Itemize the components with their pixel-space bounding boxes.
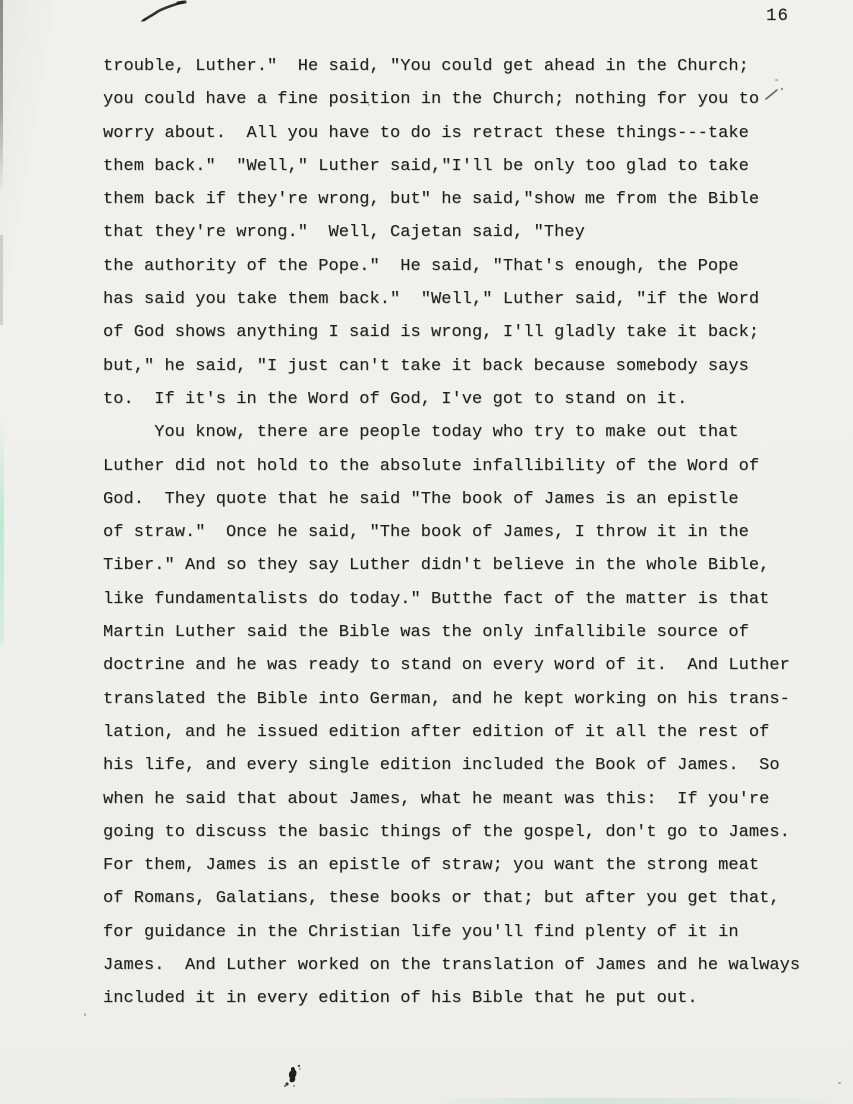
scan-speck <box>368 104 370 106</box>
text-line: For them, James is an epistle of straw; you want the strong meat <box>103 856 760 876</box>
text-line: like fundamentalists do today." Butthe fact of the matter is that <box>103 589 770 609</box>
text-line: Tiber." And so they say Luther didn't believe in the whole Bible, <box>103 556 770 576</box>
text-line: doctrine and he was ready to stand on every word of it. And Luther <box>103 656 790 676</box>
text-line: lation, and he issued edition after edition of it all the rest of <box>103 722 770 742</box>
scan-speck <box>838 1082 841 1084</box>
text-line: of Romans, Galatians, these books or that; but after you get that, <box>103 889 780 909</box>
text-line: has said you take them back." "Well," Luther said, "if the Word <box>103 290 760 310</box>
text-line: for guidance in the Christian life you'll find plenty of it in <box>103 922 739 942</box>
ink-blot-mark <box>278 1062 308 1094</box>
text-line: James. And Luther worked on the translation of James and he walways <box>103 956 801 976</box>
text-line: You know, there are people today who try to make out that <box>103 423 739 443</box>
text-line: you could have a fine position in the Church; nothing for you to <box>103 90 760 110</box>
scan-edge-artifact <box>0 420 4 645</box>
scan-speck <box>84 1013 86 1016</box>
scan-speck <box>775 79 778 81</box>
text-line: Martin Luther said the Bible was the only infallibile source of <box>103 623 749 643</box>
text-line: Luther did not hold to the absolute infallibility of the Word of <box>103 456 760 476</box>
typewritten-text <box>103 50 823 1016</box>
pen-slash-mark <box>138 0 190 26</box>
text-line: them back if they're wrong, but" he said,"show me from the Bible <box>103 190 760 210</box>
text-line: going to discuss the basic things of the gospel, don't go to James. <box>103 822 790 842</box>
text-line: that they're wrong." Well, Cajetan said, "They <box>103 223 585 243</box>
scan-edge-artifact <box>0 0 3 195</box>
text-line: included it in every edition of his Bible that he put out. <box>103 989 698 1009</box>
text-line: when he said that about James, what he meant was this: If you're <box>103 789 770 809</box>
scan-edge-artifact <box>0 235 3 325</box>
text-line: them back." "Well," Luther said,"I'll be only too glad to take <box>103 156 749 176</box>
text-line: to. If it's in the Word of God, I've got to stand on it. <box>103 389 688 409</box>
text-line: God. They quote that he said "The book of James is an epistle <box>103 489 739 509</box>
text-line: translated the Bible into German, and he kept working on his trans- <box>103 689 790 709</box>
text-line: the authority of the Pope." He said, "That's enough, the Pope <box>103 256 739 276</box>
text-line: of straw." Once he said, "The book of James, I throw it in the <box>103 523 749 543</box>
text-line: of God shows anything I said is wrong, I'll gladly take it back; <box>103 323 760 343</box>
scan-edge-artifact <box>430 1098 850 1104</box>
text-line: worry about. All you have to do is retract these things---take <box>103 123 749 143</box>
text-line: his life, and every single edition included the Book of James. So <box>103 756 780 776</box>
text-line: but," he said, "I just can't take it back because somebody says <box>103 356 749 376</box>
page-number: 16 <box>766 6 790 26</box>
text-line: trouble, Luther." He said, "You could get ahead in the Church; <box>103 57 749 76</box>
